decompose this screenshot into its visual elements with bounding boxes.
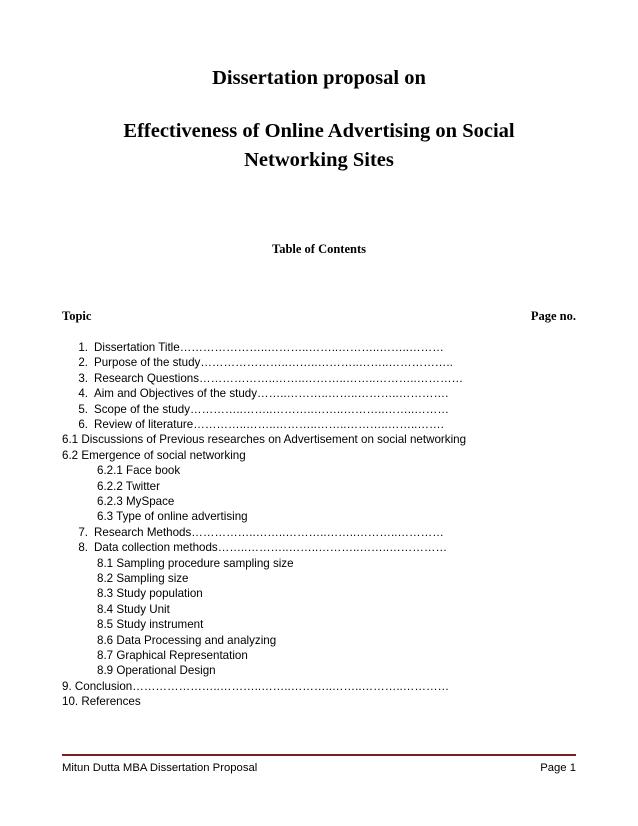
- toc-entry-label: Review of literature…………..……..………..……..………..……..…….: [94, 417, 444, 431]
- toc-entry: [62, 540, 576, 555]
- toc-entry: [62, 386, 576, 401]
- toc-entry: 8.3 Study population: [97, 587, 203, 601]
- toc-entry: 8.9 Operational Design: [97, 664, 216, 678]
- toc-entry-number: 6.: [78, 417, 88, 431]
- toc-entry: [62, 525, 576, 540]
- footer-divider: [62, 754, 576, 756]
- toc-entry: 6.2.2 Twitter: [97, 479, 160, 493]
- toc-column-headers: [62, 309, 576, 324]
- footer-page-number: Page 1: [540, 762, 576, 774]
- toc-entry: [62, 340, 576, 355]
- toc-entry-number: 3.: [78, 371, 88, 385]
- page-footer: [62, 754, 576, 774]
- toc-entry: 8.5 Study instrument: [97, 618, 204, 632]
- toc-entry-number: 5.: [78, 402, 88, 416]
- footer-left-text: Mitun Dutta MBA Dissertation Proposal: [62, 762, 258, 774]
- toc-entry-number: 7.: [78, 525, 88, 539]
- toc-entry-label: Research Questions………………..……..………..……..………..…………: [94, 371, 464, 385]
- document-title-line-2: Effectiveness of Online Advertising on Social Networking Sites: [123, 119, 515, 172]
- toc-entry: 6.1 Discussions of Previous researches on Advertisement on social networking: [62, 433, 467, 447]
- column-header-topic: Topic: [62, 308, 92, 323]
- toc-entry: 8.6 Data Processing and analyzing: [97, 633, 277, 647]
- toc-entry-label: Dissertation Title…………………..………..……..………..……..………: [94, 340, 444, 354]
- toc-entry: 9. Conclusion…………………..………..……..………..……..………..…………: [62, 679, 450, 693]
- toc-entry: 6.2.1 Face book: [97, 464, 181, 478]
- toc-entry: [62, 355, 576, 370]
- toc-entry: [62, 417, 576, 432]
- document-title-line-1: Dissertation proposal on: [212, 67, 426, 89]
- toc-entry-number: 8.: [78, 541, 88, 555]
- toc-entry-number: 1.: [78, 340, 88, 354]
- toc-entry: 8.4 Study Unit: [97, 602, 170, 616]
- column-header-page-no: Page no.: [530, 308, 576, 323]
- toc-entry-label: Scope of the study…………..……..………..……..………..……..………: [94, 402, 449, 416]
- toc-entry: 8.2 Sampling size: [97, 572, 189, 586]
- toc-entry-label: Aim and Objectives of the study……..………..……..………..………….: [94, 387, 449, 401]
- title-block: [62, 68, 576, 176]
- toc-entry-label: Purpose of the study…………………..……..………..……..……………..: [94, 356, 453, 370]
- toc-entry-label: Research Methods……………..……..………..……..………..…………: [94, 525, 444, 539]
- toc-entry: 8.1 Sampling procedure sampling size: [97, 556, 294, 570]
- toc-entry-label: Data collection methods……..………..……..………..……..……………: [94, 541, 448, 555]
- toc-entry: 10. References: [62, 695, 141, 709]
- toc-entry: [62, 402, 576, 417]
- toc-list: [62, 340, 576, 710]
- toc-entry: 6.3 Type of online advertising: [97, 510, 248, 524]
- toc-entry-number: 4.: [78, 387, 88, 401]
- toc-entry: 6.2 Emergence of social networking: [62, 448, 246, 462]
- toc-entry: 6.2.3 MySpace: [97, 495, 175, 508]
- footer-row: [62, 762, 576, 774]
- toc-entry-number: 2.: [78, 356, 88, 370]
- toc-entry: [62, 371, 576, 386]
- toc-entry: 8.7 Graphical Representation: [97, 649, 248, 663]
- table-of-contents-heading: Table of Contents: [272, 241, 366, 256]
